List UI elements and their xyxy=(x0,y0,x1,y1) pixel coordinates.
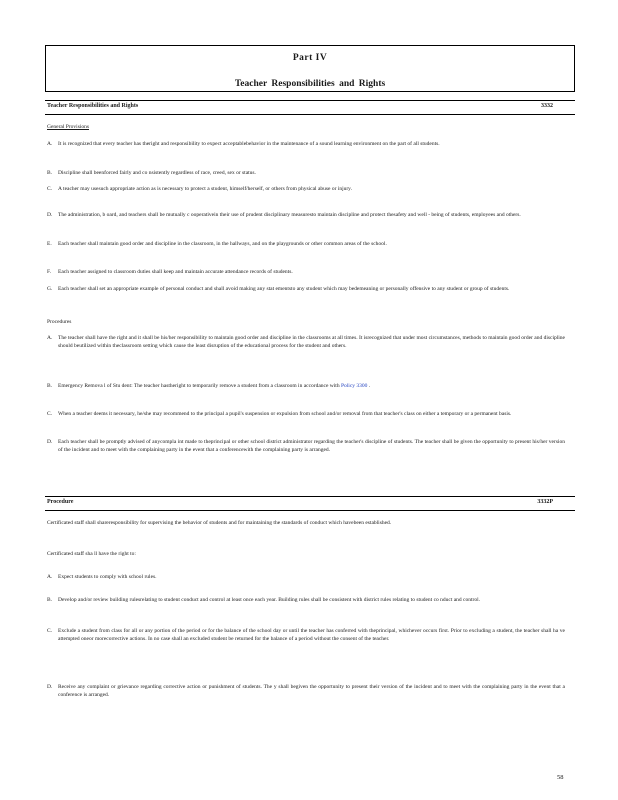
general-item xyxy=(47,169,565,177)
policy-link[interactable]: Policy 3300 xyxy=(340,383,368,389)
item-letter: C. xyxy=(47,186,53,192)
policy-code: 3332P xyxy=(537,499,553,505)
item-letter: C. xyxy=(47,411,53,417)
procedure-item xyxy=(47,334,565,350)
section-heading xyxy=(47,499,565,505)
procedure-item xyxy=(47,382,565,390)
section-divider xyxy=(45,510,575,511)
item-letter: E. xyxy=(47,241,52,247)
section-divider xyxy=(45,100,575,101)
item-letter: F. xyxy=(47,269,51,275)
chapter-title: Teacher Responsibilities and Rights xyxy=(234,79,386,89)
item-text: A teacher may usesuch appropriate action as is necessary to protect a student, himself/herself, or others from physical abuse or injury. xyxy=(58,186,352,192)
item-text: The teacher shall have the right and it shall be his/her responsibility to maintain good order and discipline in the classrooms at all times. It isrecognized that under most circumstances, methods to maintain good order and discipline should beutilized within theclassroom setting which cause the least disruption of the educational process for the student and others. xyxy=(58,335,565,350)
right-item xyxy=(47,596,565,604)
item-text: When a teacher deems it necessary, he/she may recommend to the principal a pupil's suspension or expulsion from school and/or removal from that teacher's class on either a temporary or a permanent basis. xyxy=(58,411,512,417)
section-heading xyxy=(47,103,565,109)
policy-code: 3332 xyxy=(541,103,553,109)
general-item xyxy=(47,240,565,248)
procedures xyxy=(47,318,565,326)
item-text-start: Emergency Remova l of Stu dent: The teacher hastheright to temporarily remove a student from a classroom in accordance with xyxy=(58,383,341,389)
subsection-heading: General Provisions xyxy=(47,124,90,130)
general-provisions xyxy=(47,123,565,131)
title-box xyxy=(45,45,575,92)
right-item xyxy=(47,683,565,699)
item-text: It is recognized that every teacher has theright and responsibility to expect acceptablebehavior in the maintenance of a sound learning environment on the part of all students. xyxy=(58,141,440,147)
item-text: Develop and/or review building rulesrelating to student conduct and control at least once each year. Building rules shall be consistent with district rules relating to student co nduct and control. xyxy=(58,597,481,603)
general-item xyxy=(47,268,565,276)
right-item xyxy=(47,573,565,581)
item-text: Receive any complaint or grievance regarding corrective action or punishment of students. The y shall begiven the opportunity to present their version of the incident and to meet with the complaining party in the event that a conference is arranged. xyxy=(58,684,565,699)
general-item xyxy=(47,211,565,219)
subsection-heading: Procedures xyxy=(47,319,72,325)
item-letter: D. xyxy=(47,439,53,445)
intro-paragraph: Certificated staff shall shareresponsibility for supervising the behavior of students and for maintaining the standards of conduct which havebeen established. xyxy=(47,520,392,526)
item-letter: C. xyxy=(47,628,53,634)
section-divider xyxy=(45,114,575,115)
general-item xyxy=(47,285,565,293)
procedure-item xyxy=(47,410,565,418)
item-letter: B. xyxy=(47,597,53,603)
item-text: Each teacher assigned to classroom duties shall keep and maintain accurate attendance records of students. xyxy=(58,269,293,275)
procedure-intro xyxy=(47,519,565,527)
item-text-end: . xyxy=(367,383,371,389)
item-letter: A. xyxy=(47,141,53,147)
section-divider xyxy=(45,496,575,497)
general-item xyxy=(47,185,565,193)
right-item xyxy=(47,627,565,643)
part-title: Part IV xyxy=(292,53,328,63)
item-letter: D. xyxy=(47,212,53,218)
procedure-intro xyxy=(47,550,565,558)
section-heading-title: Procedure xyxy=(47,499,74,505)
procedure-item xyxy=(47,438,565,454)
item-letter: B. xyxy=(47,170,53,176)
item-text: Each teacher shall be promptly advised of anycompla int made to theprincipal or other school district administrator regarding the teacher's discipline of students. The teacher shall be given the opportunity to present his/her version of the incident and to meet with the complaining party in the event that a conferencewith the complaining party is arranged. xyxy=(58,439,565,454)
item-letter: D. xyxy=(47,684,53,690)
item-text: Each teacher shall maintain good order and discipline in the classroom, in the hallways, and on the playgrounds or other common areas of the school. xyxy=(58,241,387,247)
item-letter: G. xyxy=(47,286,53,292)
item-letter: B. xyxy=(47,383,53,389)
section-heading-title: Teacher Responsibilities and Rights xyxy=(47,103,139,109)
item-text: Each teacher shall set an appropriate example of personal conduct and shall avoid making any stat ementsto any student which may bedemeaning or personally offensive to any student or group of students. xyxy=(58,286,510,292)
item-text: Discipline shall beenforced fairly and co nsistently regardless of race, creed, sex or status. xyxy=(58,170,256,176)
item-text: Exclude a student from class for all or any portion of the period or for the balance of the school day or until the teacher has conferred with theprincipal, whichever occurs first. Prior to excluding a student, the teacher shall ha ve attempted oneor morecorrective actions. In no case shall an excluded student be returned for the balance of a period without the consent of the teacher. xyxy=(58,628,565,643)
item-letter: A. xyxy=(47,574,53,580)
general-item xyxy=(47,140,565,148)
item-letter: A. xyxy=(47,335,53,341)
intro-paragraph: Certificated staff sha ll have the right to: xyxy=(47,551,136,557)
page-number: 58 xyxy=(557,774,564,781)
item-text: Expect students to comply with school rules. xyxy=(58,574,157,580)
item-text: The administration, b oard, and teachers shall be mutually c ooperativein their use of prudent disciplinary measuresto maintain discipline and protect thesafety and well - being of students, employees and others. xyxy=(58,212,521,218)
